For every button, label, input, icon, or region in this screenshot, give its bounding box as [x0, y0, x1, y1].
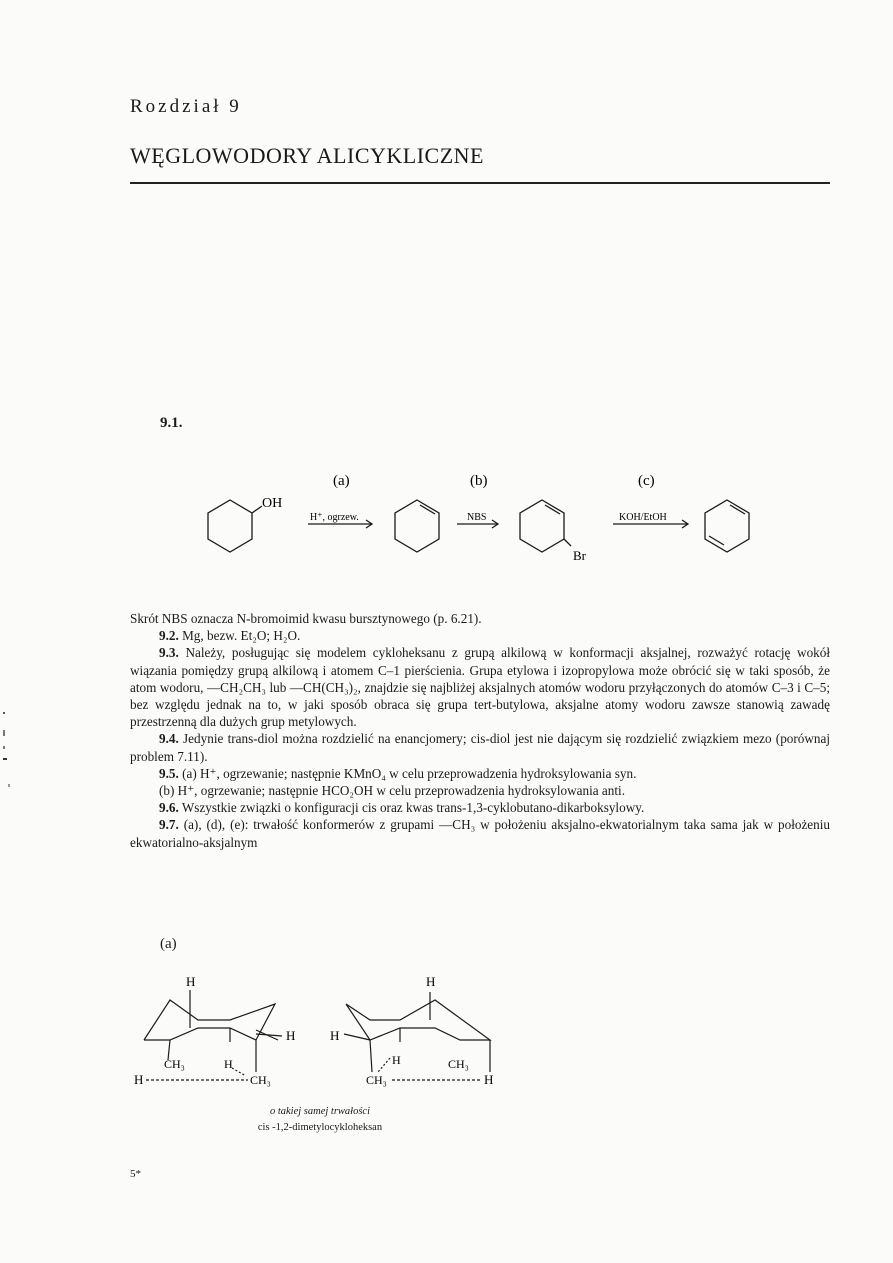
figure-caption-stability: o takiej samej trwałości — [269, 1106, 371, 1117]
right-left-h: H — [330, 1028, 340, 1043]
left-ch3-axial: CH₃ — [164, 1057, 185, 1071]
reaction-scheme — [195, 468, 795, 578]
left-top-h: H — [186, 974, 196, 989]
cyclohexadiene-ring — [705, 500, 749, 552]
left-inner-h: H — [224, 1057, 233, 1071]
cyclohexene-ring — [395, 500, 439, 552]
br-label: Br — [573, 548, 586, 563]
chapter-title: WĘGLOWODORY ALICYKLICZNE — [130, 143, 484, 168]
right-chair-ring — [346, 1000, 490, 1040]
paragraph-9-5b: (b) H⁺, ogrzewanie; następnie HCO₂OH w celu przeprowadzenia hydroksylowania anti. — [159, 783, 626, 799]
paragraph-9-5a: 9.5. (a) H⁺, ogrzewanie; następnie KMnO₄ w celu przeprowadzenia hydroksylowania syn. — [159, 765, 637, 781]
step-b-label: (b) — [470, 473, 488, 489]
step-c-label: (c) — [638, 473, 655, 489]
figure-a-label: (a) — [160, 936, 177, 952]
cyclohexanol-ring — [208, 500, 252, 552]
page-signature-mark: 5* — [130, 1168, 141, 1180]
paragraph-nbs: Skrót NBS oznacza N-bromoimid kwasu bursztynowego (p. 6.21). — [130, 611, 482, 626]
right-inner-h: H — [392, 1053, 401, 1067]
scan-margin-marks — [0, 710, 20, 790]
chair-conformers-figure — [130, 968, 510, 1098]
left-ch3-equatorial: CH₃ — [250, 1073, 271, 1087]
right-bottom-h: H — [484, 1072, 494, 1087]
paragraph-9-2: 9.2. Mg, bezw. Et₂O; H₂O. — [159, 628, 301, 644]
paragraph-9-6: 9.6. Wszystkie związki o konfiguracji cis oraz kwas trans-1,3-cyklobutano-dikarboksylowy. — [159, 800, 645, 816]
left-right-h: H — [286, 1028, 296, 1043]
left-chair-ring — [144, 1000, 275, 1040]
chapter-label: Rozdział 9 — [130, 96, 242, 117]
title-divider — [130, 182, 830, 184]
answers-text — [130, 610, 830, 851]
step-b-reagent: NBS — [467, 512, 487, 523]
oh-label: OH — [262, 496, 283, 511]
bromocyclohexene-ring — [520, 500, 564, 552]
paragraph-9-3: 9.3. Należy, posługując się modelem cykloheksanu z grupą alkilową w konformacji aksjalnej, rozważyć rotację wokół wiązania pomiędzy grupą alkilową i atomem C–1 pierścienia. Grupa etylowa i izopropylowa może obrócić się w taki sposób, że atom wodoru, —CH₂CH₃ lub —CH(CH₃)₂, znajdzie się najbliżej aksjalnych atomów wodoru przyłączonych do atomów C–3 i C–5; bez względu jednak na to, w jaki sposób obraca się grupa tert-butylowa, aksjalne atomy wodoru zawsze stanowią zawadę przestrzenną dla dużych grup metylowych. — [130, 645, 831, 730]
step-c-reagent: KOH/EtOH — [619, 512, 667, 523]
right-ch3-equatorial: CH₃ — [366, 1073, 387, 1087]
figure-caption-compound: cis -1,2-dimetylocykloheksan — [257, 1122, 383, 1133]
step-a-reagent: H⁺, ogrzew. — [310, 512, 359, 523]
left-bottom-h: H — [134, 1072, 144, 1087]
paragraph-9-7: 9.7. (a), (d), (e): trwałość konformerów z grupami —CH₃ w położeniu aksjalno-ekwatorialnym taka sama jak w położeniu ekwatorialno-aksjalnym — [130, 817, 831, 850]
right-top-h: H — [426, 974, 436, 989]
step-a-label: (a) — [333, 473, 350, 489]
problem-number: 9.1. — [160, 415, 183, 431]
paragraph-9-4: 9.4. Jedynie trans-diol można rozdzielić na enancjomery; cis-diol jest nie dającym się rozdzielić związkiem mezo (porównaj problem 7.11). — [130, 731, 831, 764]
right-ch3-axial: CH₃ — [448, 1057, 469, 1071]
